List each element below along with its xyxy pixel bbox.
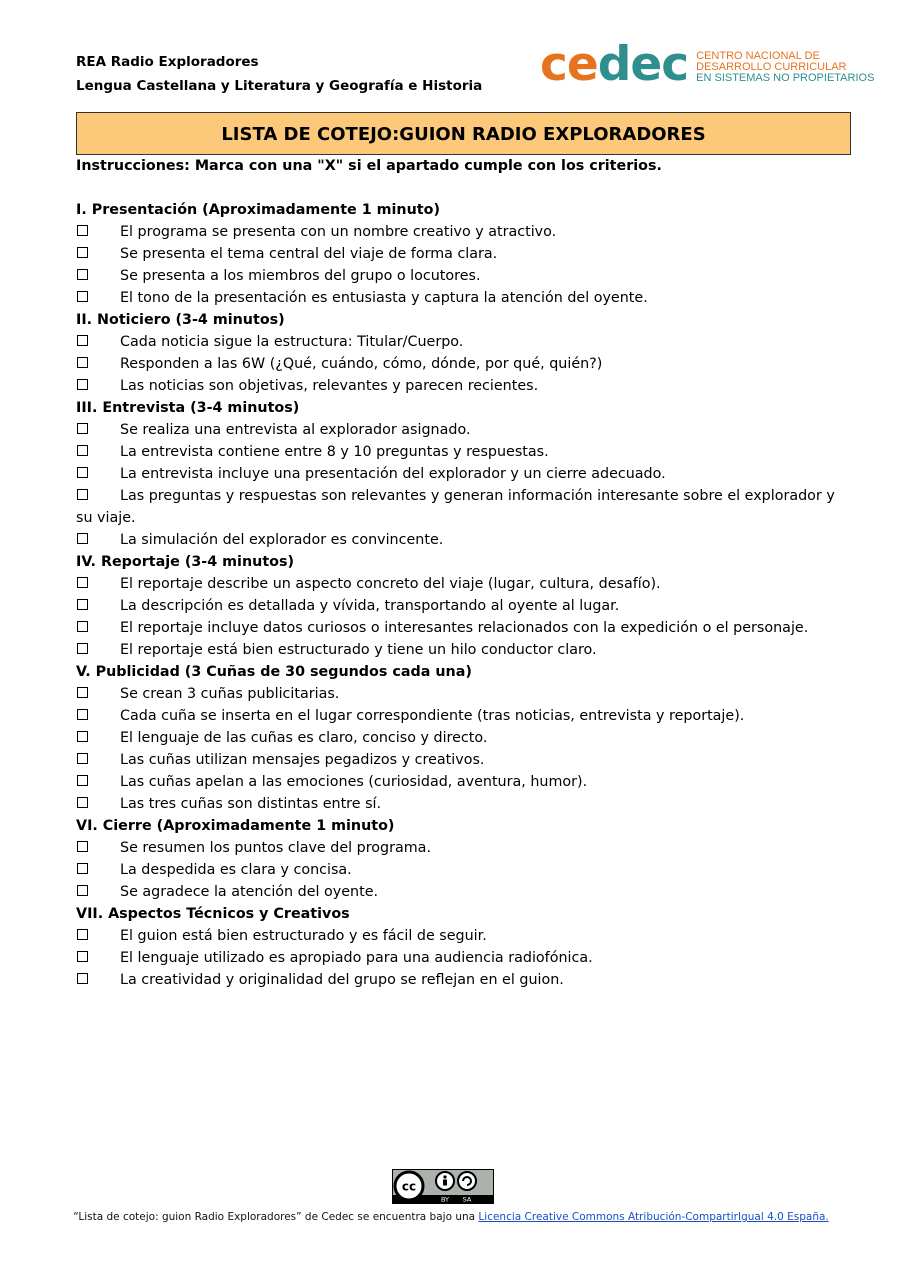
checklist-item-text: Cada noticia sigue la estructura: Titular/Cuerpo.	[120, 334, 464, 350]
checklist-item-text: El lenguaje de las cuñas es claro, conciso y directo.	[120, 730, 488, 746]
checklist-item	[76, 683, 851, 705]
checklist-item	[76, 837, 851, 859]
checkbox[interactable]	[76, 947, 120, 969]
checklist-item	[76, 353, 851, 375]
section-title: VII. Aspectos Técnicos y Creativos	[76, 906, 350, 922]
checkbox[interactable]	[76, 639, 120, 661]
checkbox[interactable]	[76, 727, 120, 749]
checklist-item	[76, 617, 851, 639]
checklist-item	[76, 573, 851, 595]
checklist-item-text: El guion está bien estructurado y es fácil de seguir.	[120, 928, 487, 944]
checklist-item-text: El tono de la presentación es entusiasta y captura la atención del oyente.	[120, 290, 648, 306]
checkbox-square-icon	[77, 709, 88, 720]
checklist-item-text: Cada cuña se inserta en el lugar correspondiente (tras noticias, entrevista y reportaje).	[120, 708, 745, 724]
checkbox[interactable]	[76, 925, 120, 947]
checkbox-square-icon	[77, 357, 88, 368]
checklist	[76, 199, 851, 991]
checkbox[interactable]	[76, 485, 120, 507]
checkbox-square-icon	[77, 467, 88, 478]
checkbox-square-icon	[77, 775, 88, 786]
checklist-item-text: Se presenta a los miembros del grupo o locutores.	[120, 268, 481, 284]
checklist-item-text: Las cuñas apelan a las emociones (curiosidad, aventura, humor).	[120, 774, 588, 790]
checklist-item-text: El reportaje incluye datos curiosos o interesantes relacionados con la expedición o el personaje.	[120, 620, 809, 636]
checkbox[interactable]	[76, 221, 120, 243]
checkbox[interactable]	[76, 243, 120, 265]
document-header	[76, 50, 482, 98]
checkbox[interactable]	[76, 617, 120, 639]
checklist-item-text: Se realiza una entrevista al explorador asignado.	[120, 422, 471, 438]
section-title: VI. Cierre (Aproximadamente 1 minuto)	[76, 818, 395, 834]
checklist-item	[76, 771, 851, 793]
checkbox-square-icon	[77, 533, 88, 544]
checkbox-square-icon	[77, 731, 88, 742]
checklist-item-text: La entrevista contiene entre 8 y 10 preguntas y respuestas.	[120, 444, 549, 460]
checkbox[interactable]	[76, 837, 120, 859]
checklist-item-text: El programa se presenta con un nombre creativo y atractivo.	[120, 224, 557, 240]
cedec-logo	[540, 37, 875, 92]
checkbox[interactable]	[76, 793, 120, 815]
checklist-item	[76, 529, 851, 551]
checklist-item	[76, 331, 851, 353]
checkbox-square-icon	[77, 379, 88, 390]
page-title: LISTA DE COTEJO:GUION RADIO EXPLORADORES	[76, 112, 851, 155]
checkbox[interactable]	[76, 749, 120, 771]
footer-text: “Lista de cotejo: guion Radio Exploradores” de Cedec se encuentra bajo una	[73, 1211, 479, 1223]
checkbox-square-icon	[77, 577, 88, 588]
checklist-item-text: La creatividad y originalidad del grupo se reflejan en el guion.	[120, 972, 564, 988]
section-title: V. Publicidad (3 Cuñas de 30 segundos cada una)	[76, 664, 472, 680]
checklist-item-text: Las preguntas y respuestas son relevantes y generan información interesante sobre el explorador y su viaje.	[76, 488, 835, 526]
checkbox-square-icon	[77, 489, 88, 500]
checklist-item-text: Se resumen los puntos clave del programa.	[120, 840, 431, 856]
sa-icon	[458, 1172, 476, 1190]
checkbox[interactable]	[76, 771, 120, 793]
checklist-item-text: Las tres cuñas son distintas entre sí.	[120, 796, 382, 812]
checklist-item	[76, 595, 851, 617]
checklist-item-text: El reportaje describe un aspecto concreto del viaje (lugar, cultura, desafío).	[120, 576, 661, 592]
checklist-item	[76, 727, 851, 749]
section-title: III. Entrevista (3-4 minutos)	[76, 400, 300, 416]
checklist-item-text: Las cuñas utilizan mensajes pegadizos y creativos.	[120, 752, 485, 768]
checkbox-square-icon	[77, 863, 88, 874]
by-person-body	[443, 1180, 447, 1186]
checkbox-square-icon	[77, 599, 88, 610]
checkbox-square-icon	[77, 269, 88, 280]
checkbox-square-icon	[77, 621, 88, 632]
checklist-item-text: Responden a las 6W (¿Qué, cuándo, cómo, dónde, por qué, quién?)	[120, 356, 603, 372]
checkbox-square-icon	[77, 929, 88, 940]
checklist-item	[76, 419, 851, 441]
checklist-item	[76, 287, 851, 309]
checklist-item-text: La entrevista incluye una presentación del explorador y un cierre adecuado.	[120, 466, 666, 482]
checkbox[interactable]	[76, 375, 120, 397]
checkbox-square-icon	[77, 643, 88, 654]
checklist-item-text: La descripción es detallada y vívida, transportando al oyente al lugar.	[120, 598, 620, 614]
badge-sa-label: SA	[462, 1195, 472, 1204]
checklist-item	[76, 243, 851, 265]
logo-subtitle: CENTRO NACIONAL DE DESARROLLO CURRICULAR EN SISTEMAS NO PROPIETARIOS	[696, 50, 875, 84]
checklist-item-text: Se crean 3 cuñas publicitarias.	[120, 686, 340, 702]
checkbox-square-icon	[77, 951, 88, 962]
checkbox[interactable]	[76, 859, 120, 881]
section-title: II. Noticiero (3-4 minutos)	[76, 312, 285, 328]
checkbox-square-icon	[77, 973, 88, 984]
checkbox-square-icon	[77, 335, 88, 346]
checklist-item	[76, 925, 851, 947]
checkbox[interactable]	[76, 595, 120, 617]
checklist-item	[76, 375, 851, 397]
checklist-item	[76, 793, 851, 815]
section-title: I. Presentación (Aproximadamente 1 minuto)	[76, 202, 440, 218]
checklist-item-text: La despedida es clara y concisa.	[120, 862, 352, 878]
checkbox[interactable]	[76, 573, 120, 595]
checklist-item	[76, 221, 851, 243]
checkbox-square-icon	[77, 445, 88, 456]
logo-wordmark: cedec	[540, 37, 689, 92]
by-person-head	[443, 1175, 446, 1178]
checkbox[interactable]	[76, 265, 120, 287]
checklist-item	[76, 485, 851, 529]
checklist-item	[76, 463, 851, 485]
checkbox-square-icon	[77, 885, 88, 896]
checklist-item	[76, 441, 851, 463]
checkbox-square-icon	[77, 841, 88, 852]
checklist-item-text: Se presenta el tema central del viaje de forma clara.	[120, 246, 498, 262]
checkbox[interactable]	[76, 441, 120, 463]
checkbox-square-icon	[77, 225, 88, 236]
checkbox-square-icon	[77, 423, 88, 434]
checklist-item-text: Se agradece la atención del oyente.	[120, 884, 379, 900]
checkbox-square-icon	[77, 291, 88, 302]
checklist-item	[76, 969, 851, 991]
header-line-2: Lengua Castellana y Literatura y Geografía e Historia	[76, 78, 483, 94]
checklist-item-text: La simulación del explorador es convincente.	[120, 532, 444, 548]
header-line-1: REA Radio Exploradores	[76, 54, 259, 70]
badge-by-label: BY	[440, 1195, 450, 1204]
checkbox-square-icon	[77, 247, 88, 258]
checklist-item	[76, 881, 851, 903]
checkbox-square-icon	[77, 687, 88, 698]
checklist-item	[76, 749, 851, 771]
checklist-item	[76, 859, 851, 881]
checkbox[interactable]	[76, 705, 120, 727]
checklist-item	[76, 639, 851, 661]
checkbox[interactable]	[76, 463, 120, 485]
checkbox[interactable]	[76, 529, 120, 551]
checkbox-square-icon	[77, 753, 88, 764]
checkbox[interactable]	[76, 331, 120, 353]
checklist-item-text: El lenguaje utilizado es apropiado para una audiencia radiofónica.	[120, 950, 593, 966]
svg-text:cc: cc	[401, 1179, 417, 1194]
checkbox[interactable]	[76, 683, 120, 705]
checkbox[interactable]	[76, 353, 120, 375]
checklist-item-text: El reportaje está bien estructurado y tiene un hilo conductor claro.	[120, 642, 597, 658]
instructions: Instrucciones: Marca con una "X" si el apartado cumple con los criterios.	[76, 158, 662, 174]
checkbox[interactable]	[76, 881, 120, 903]
checkbox[interactable]	[76, 419, 120, 441]
checklist-item	[76, 265, 851, 287]
checklist-item	[76, 947, 851, 969]
checkbox[interactable]	[76, 287, 120, 309]
section-title: IV. Reportaje (3-4 minutos)	[76, 554, 295, 570]
checklist-item	[76, 705, 851, 727]
checkbox[interactable]	[76, 969, 120, 991]
license-footer	[0, 1210, 902, 1224]
license-link[interactable]: Licencia Creative Commons Atribución-CompartirIgual 4.0 España.	[478, 1211, 829, 1223]
checkbox-square-icon	[77, 797, 88, 808]
cc-by-sa-badge[interactable]	[392, 1169, 494, 1204]
checklist-item-text: Las noticias son objetivas, relevantes y parecen recientes.	[120, 378, 539, 394]
